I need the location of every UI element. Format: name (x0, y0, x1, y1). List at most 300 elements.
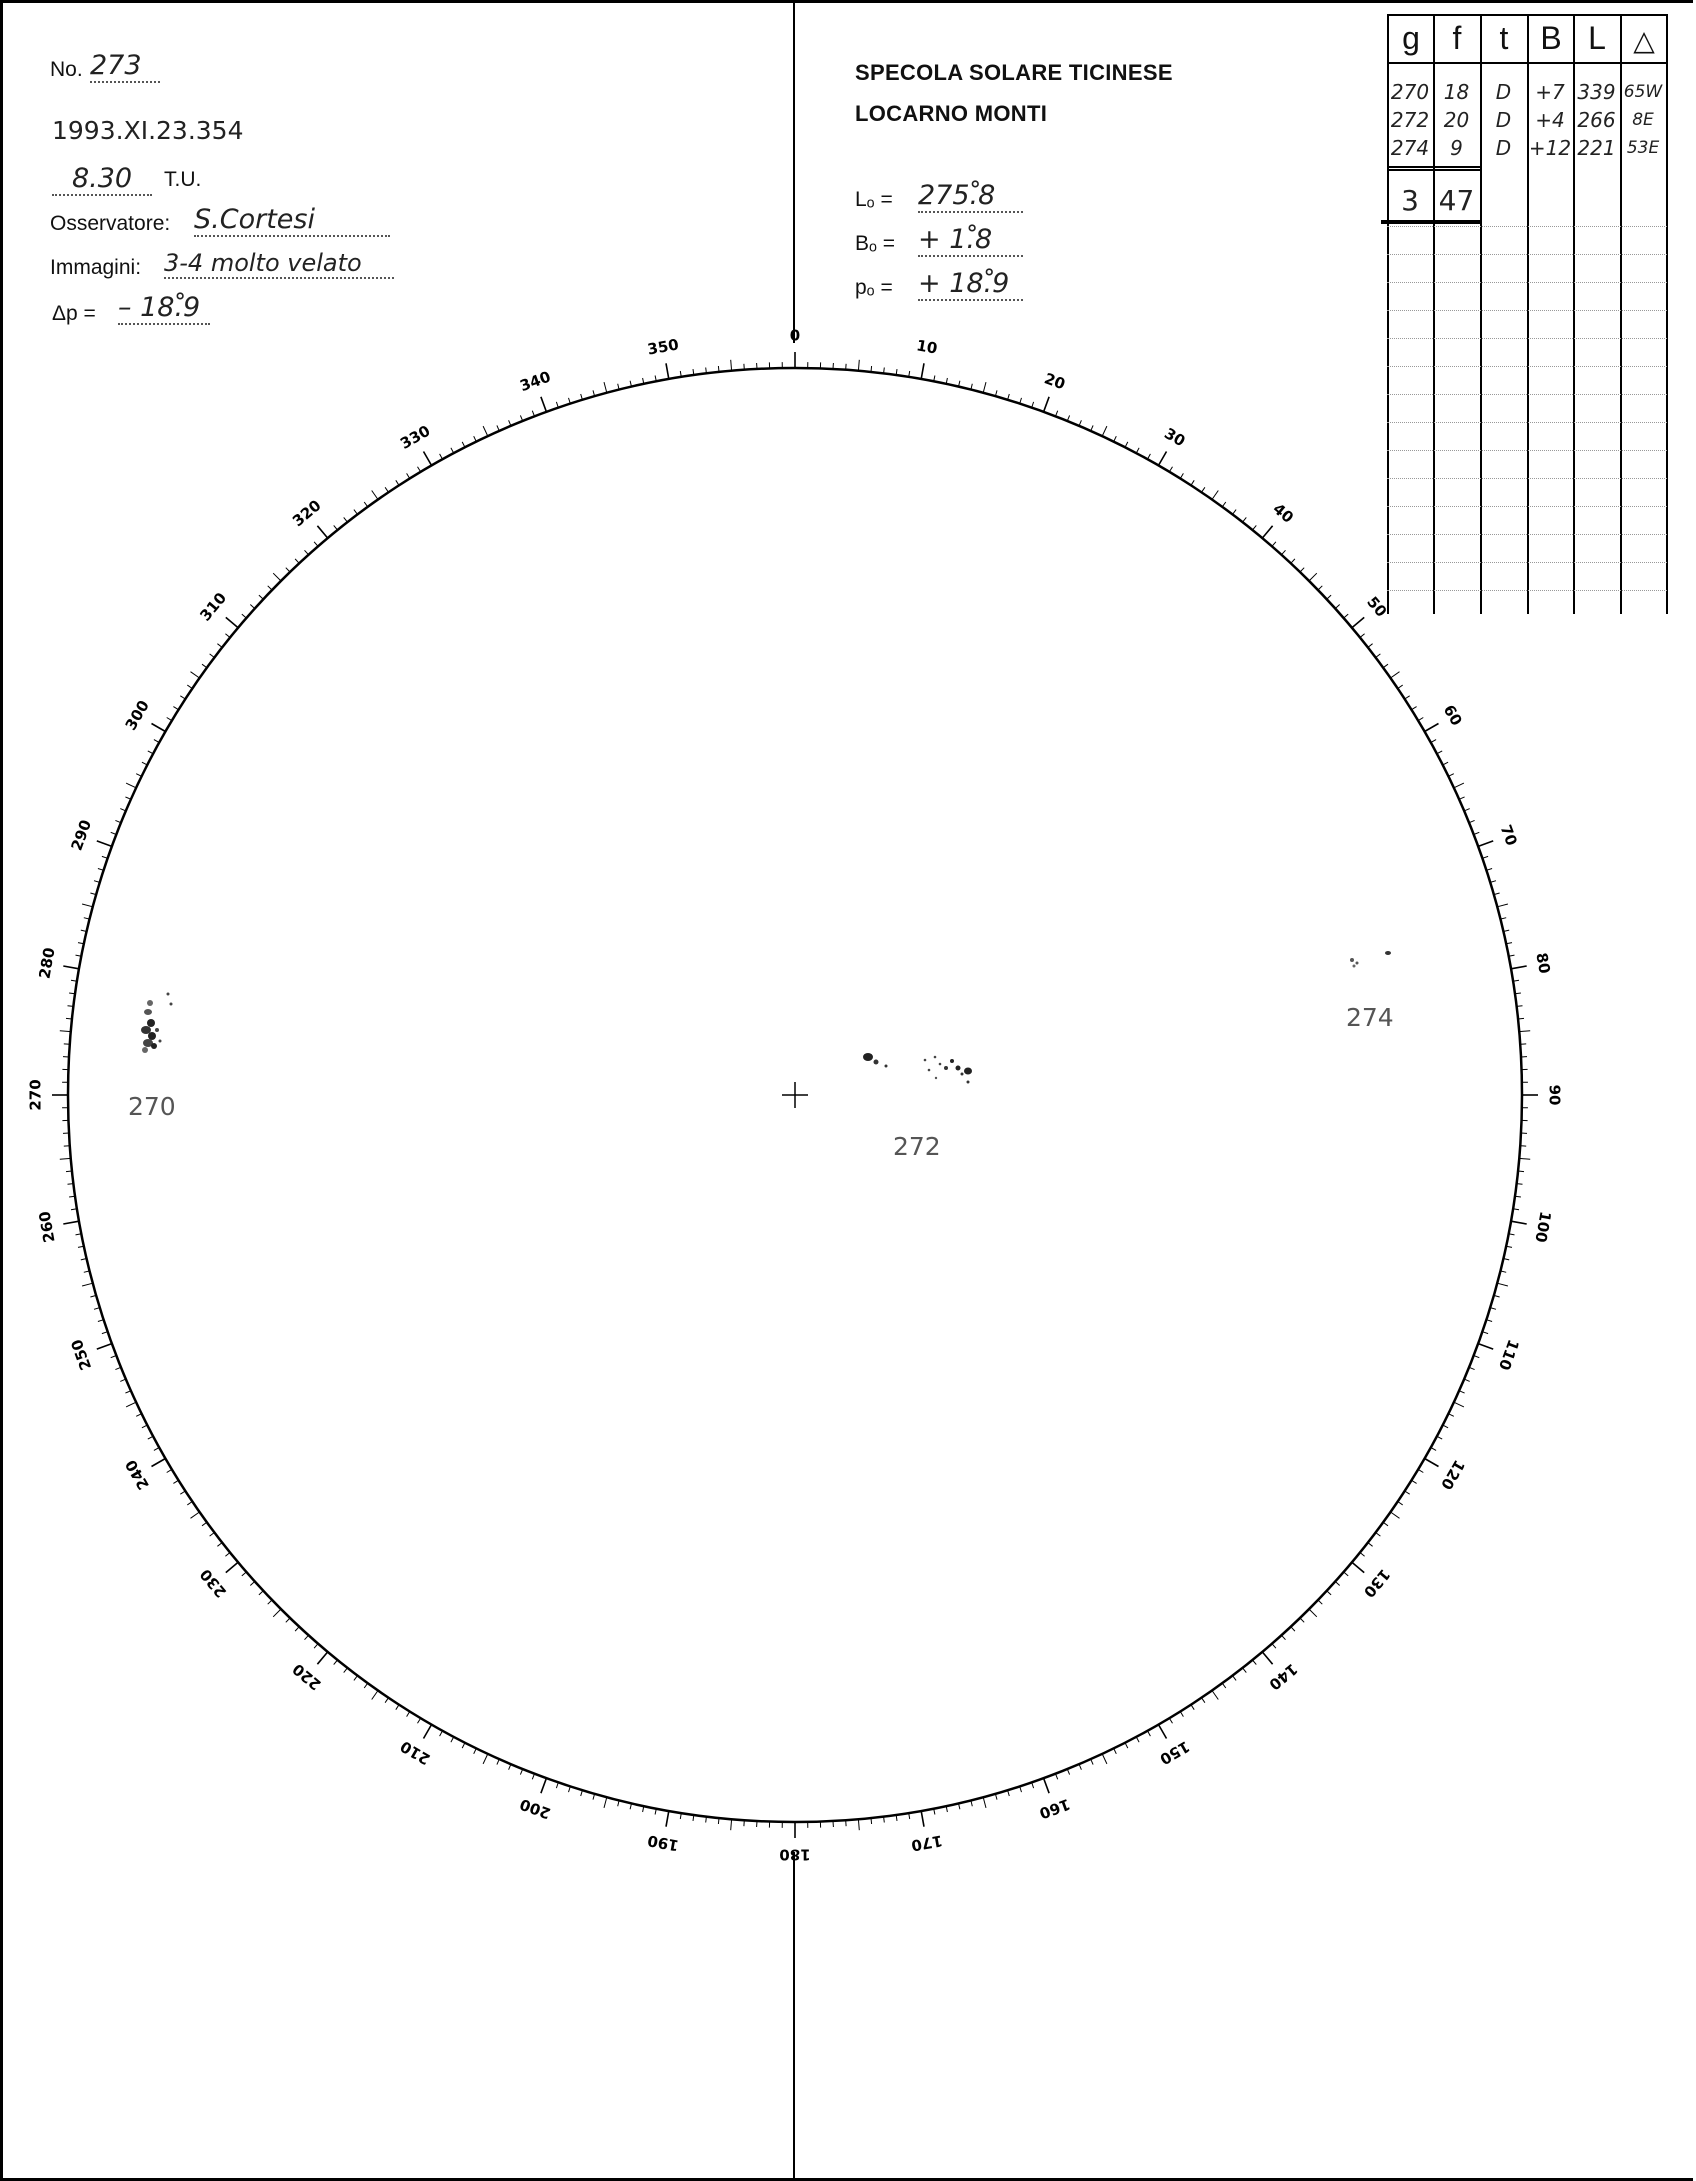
images-value: 3-4 molto velato (164, 249, 394, 279)
limb-tick (1398, 685, 1403, 688)
limb-tick (1344, 1572, 1349, 1576)
limb-tick (921, 1811, 924, 1827)
limb-tick (1291, 559, 1295, 563)
limb-tick (604, 1797, 607, 1808)
limb-tick-label-50: 50 (1363, 592, 1391, 621)
limb-tick-label-290: 290 (67, 817, 96, 854)
limb-tick (191, 672, 200, 678)
limb-tick (451, 448, 454, 453)
limb-tick (1519, 1031, 1530, 1032)
row3-B: +12 (1528, 136, 1572, 160)
limb-tick (1431, 1448, 1436, 1451)
limb-tick (1300, 568, 1304, 572)
images-label: Immagini: (50, 256, 142, 279)
limb-tick (180, 696, 185, 699)
limb-tick (396, 480, 399, 485)
limb-tick (1497, 1283, 1508, 1286)
limb-tick (1412, 1480, 1417, 1483)
limb-tick-label-30: 30 (1161, 424, 1189, 451)
limb-tick (1180, 473, 1183, 478)
limb-tick (385, 487, 388, 492)
limb-tick (1425, 1459, 1439, 1467)
group-label-270: 270 (128, 1092, 176, 1121)
limb-tick (1327, 1591, 1331, 1595)
limb-tick (666, 1811, 669, 1827)
limb-tick (1418, 718, 1423, 721)
limb-tick (1391, 1512, 1400, 1518)
limb-tick-label-120: 120 (1437, 1456, 1469, 1493)
observatory-location: LOCARNO MONTI (855, 101, 1048, 126)
limb-tick (273, 573, 281, 581)
limb-tick (136, 1414, 141, 1417)
limb-tick-label-270: 270 (26, 1079, 45, 1111)
limb-tick-label-330: 330 (397, 421, 434, 453)
limb-tick (1291, 1627, 1295, 1631)
limb-tick (226, 617, 238, 627)
row1-f: 18 (1443, 80, 1470, 104)
col-header-B: B (1540, 20, 1562, 56)
limb-tick-label-150: 150 (1156, 1737, 1193, 1769)
limb-tick (1517, 1184, 1523, 1185)
total-spots: 47 (1438, 184, 1475, 217)
limb-tick-label-240: 240 (121, 1456, 153, 1493)
limb-tick (1044, 397, 1050, 412)
limb-tick (354, 1676, 358, 1681)
limb-tick (344, 517, 348, 522)
limb-tick (1519, 1158, 1530, 1159)
limb-tick (142, 1425, 147, 1428)
limb-tick (1405, 696, 1410, 699)
limb-tick (173, 707, 178, 710)
limb-tick (60, 1158, 71, 1159)
limb-tick-label-300: 300 (121, 697, 153, 734)
row1-B: +7 (1535, 80, 1565, 104)
limb-tick (1517, 1006, 1523, 1007)
row2-L: 266 (1577, 108, 1616, 132)
limb-tick (884, 1817, 885, 1823)
limb-tick (1511, 966, 1527, 969)
limb-tick (167, 1469, 172, 1472)
limb-tick (1243, 517, 1247, 522)
row3-t: D (1495, 136, 1512, 160)
limb-tick (1376, 654, 1381, 658)
limb-tick-label-130: 130 (1359, 1565, 1394, 1601)
limb-tick-label-0: 0 (789, 326, 801, 345)
limb-tick (1383, 1522, 1388, 1526)
limb-tick (372, 1691, 378, 1700)
limb-tick-label-250: 250 (67, 1336, 96, 1373)
sunspot-group-274 (1350, 951, 1391, 968)
limb-tick (541, 397, 547, 412)
limb-tick (148, 1436, 153, 1439)
limb-tick (295, 559, 299, 563)
time-unit: T.U. (164, 168, 202, 191)
limb-tick (66, 1018, 72, 1019)
row2-f: 20 (1443, 108, 1470, 132)
total-groups: 3 (1401, 184, 1419, 217)
limb-tick-label-70: 70 (1496, 822, 1521, 849)
limb-tick (858, 360, 859, 371)
limb-tick (706, 368, 707, 374)
limb-tick (1368, 644, 1373, 648)
limb-tick (731, 360, 732, 371)
limb-tick (305, 550, 309, 554)
limb-tick (1114, 436, 1117, 441)
limb-tick (1148, 454, 1151, 459)
limb-tick (483, 426, 488, 436)
limb-tick (1478, 1344, 1493, 1350)
limb-tick (1212, 1691, 1218, 1700)
limb-tick-label-80: 80 (1532, 951, 1554, 975)
limb-tick (1169, 1718, 1172, 1723)
limb-tick (1253, 1660, 1257, 1665)
limb-tick (1335, 1582, 1339, 1586)
col-header-t: t (1499, 20, 1509, 56)
col-header-L: L (1588, 20, 1606, 56)
limb-tick (1262, 1652, 1272, 1664)
limb-tick (474, 436, 477, 441)
limb-tick (295, 1627, 299, 1631)
limb-tick (354, 510, 358, 515)
limb-tick (82, 904, 93, 907)
limb-tick (97, 1344, 112, 1350)
limb-tick (154, 1448, 159, 1451)
limb-tick (1233, 1676, 1237, 1681)
L0-value: 275.̊8 (918, 180, 1023, 213)
limb-tick-label-60: 60 (1439, 701, 1466, 729)
limb-tick (305, 1635, 309, 1639)
limb-tick (1405, 1491, 1410, 1494)
limb-tick (418, 1718, 421, 1723)
limb-tick (187, 1502, 192, 1505)
limb-tick (1448, 774, 1453, 777)
limb-tick (372, 491, 378, 500)
limb-tick (250, 1582, 254, 1586)
B0-label: Bₒ = (855, 232, 896, 255)
row1-L: 339 (1577, 80, 1616, 104)
col-header-f: f (1452, 20, 1462, 56)
limb-tick-label-260: 260 (35, 1209, 59, 1244)
limb-tick (871, 1818, 872, 1824)
limb-tick (152, 724, 166, 732)
limb-tick (364, 502, 368, 507)
limb-tick (317, 1652, 327, 1664)
limb-tick (259, 595, 263, 599)
limb-tick (63, 966, 79, 969)
limb-tick (1222, 502, 1226, 507)
limb-tick (1335, 605, 1339, 609)
limb-tick (731, 1819, 732, 1830)
limb-tick-label-310: 310 (196, 589, 231, 625)
row2-B: +4 (1535, 108, 1565, 132)
limb-tick (1431, 740, 1436, 743)
limb-tick (1102, 1754, 1107, 1764)
limb-tick-label-40: 40 (1269, 499, 1298, 527)
limb-tick (1136, 448, 1139, 453)
limb-tick (148, 751, 153, 754)
limb-tick (1148, 1731, 1151, 1736)
L0-label: Lₒ = (855, 188, 893, 211)
limb-tick (541, 1778, 547, 1793)
limb-tick (1360, 1553, 1365, 1557)
limb-tick (334, 525, 338, 530)
limb-tick (1243, 1668, 1247, 1673)
limb-tick (424, 452, 432, 466)
group-label-274: 274 (1346, 1003, 1394, 1032)
limb-tick-label-280: 280 (35, 946, 59, 981)
limb-tick-label-190: 190 (646, 1831, 681, 1855)
group-label-272: 272 (893, 1132, 941, 1161)
limb-tick (666, 363, 669, 379)
limb-tick (1497, 904, 1508, 907)
limb-tick (191, 1512, 200, 1518)
limb-tick-label-180: 180 (779, 1845, 811, 1864)
limb-tick (1352, 617, 1364, 627)
limb-tick (1125, 442, 1128, 447)
limb-tick (1511, 1221, 1527, 1224)
limb-tick (317, 526, 327, 538)
limb-tick (858, 1819, 859, 1830)
p0-value: + 18.̊9 (918, 268, 1023, 301)
limb-tick (1518, 1171, 1524, 1172)
limb-tick (1159, 1725, 1167, 1739)
limb-tick (1262, 526, 1272, 538)
limb-tick (1352, 1562, 1364, 1572)
number-label: No. (50, 58, 83, 81)
limb-tick (68, 1006, 74, 1007)
limb-tick (1437, 751, 1442, 754)
limb-tick (440, 454, 443, 459)
limb-tick (217, 1543, 222, 1547)
limb-tick (202, 1522, 207, 1526)
limb-tick (1327, 595, 1331, 599)
row1-g: 270 (1390, 80, 1430, 104)
time-value: 8.30 (52, 163, 152, 196)
limb-tick (440, 1731, 443, 1736)
limb-tick (1443, 762, 1448, 765)
limb-tick (1418, 1469, 1423, 1472)
limb-tick (268, 586, 272, 590)
limb-tick (1309, 1609, 1317, 1617)
limb-tick-label-10: 10 (915, 336, 939, 358)
limb-tick (1202, 487, 1205, 492)
limb-tick-label-20: 20 (1041, 369, 1068, 394)
limb-tick (1102, 426, 1107, 436)
limb-tick (286, 1618, 290, 1622)
limb-tick (1191, 480, 1194, 485)
limb-tick-label-140: 140 (1265, 1659, 1301, 1694)
row3-f: 9 (1450, 136, 1463, 160)
limb-tick (1412, 707, 1417, 710)
limb-tick (1222, 1683, 1226, 1688)
row2-g: 272 (1390, 108, 1430, 132)
limb-tick (1478, 841, 1493, 847)
limb-tick-label-200: 200 (517, 1794, 554, 1823)
limb-tick (474, 1748, 477, 1753)
limb-tick (1454, 1402, 1464, 1407)
limb-tick (983, 382, 986, 393)
limb-tick (1282, 550, 1286, 554)
limb-tick (136, 774, 141, 777)
sunspot-group-270 (141, 993, 173, 1054)
observer-value: S.Cortesi (194, 204, 390, 237)
limb-tick (1309, 573, 1317, 581)
limb-tick (718, 1818, 719, 1824)
limb-tick (273, 1609, 281, 1617)
limb-tick-label-100: 100 (1531, 1209, 1555, 1244)
limb-tick (1300, 1618, 1304, 1622)
limb-tick (1448, 1414, 1453, 1417)
limb-tick (884, 368, 885, 374)
limb-tick (63, 1221, 79, 1224)
limb-tick (1180, 1712, 1183, 1717)
limb-tick (1212, 491, 1218, 500)
limb-tick (1272, 1644, 1276, 1649)
limb-tick (167, 718, 172, 721)
limb-tick (60, 1031, 71, 1032)
limb-tick (187, 685, 192, 688)
limb-tick (225, 634, 230, 638)
limb-tick (921, 363, 924, 379)
limb-tick (259, 1591, 263, 1595)
limb-tick (250, 605, 254, 609)
limb-tick (1425, 724, 1439, 732)
row3-L: 221 (1577, 136, 1616, 160)
limb-tick (314, 1644, 318, 1649)
limb-tick (1518, 1018, 1524, 1019)
row1-t: D (1495, 80, 1512, 104)
limb-tick (152, 1459, 166, 1467)
limb-tick (1443, 1425, 1448, 1428)
limb-tick (126, 783, 136, 788)
limb-tick (210, 654, 215, 658)
col-header-delta: △ (1633, 25, 1655, 56)
limb-tick (344, 1668, 348, 1673)
limb-tick-label-170: 170 (909, 1831, 944, 1855)
delta-p-label: Δp = (52, 302, 96, 325)
limb-tick (451, 1737, 454, 1742)
limb-tick (1318, 586, 1322, 590)
limb-tick (226, 1562, 238, 1572)
limb-tick-label-160: 160 (1036, 1794, 1073, 1823)
row2-delta: 8E (1632, 110, 1654, 130)
limb-tick (126, 1402, 136, 1407)
limb-tick (225, 1553, 230, 1557)
limb-tick (364, 1683, 368, 1688)
limb-tick (1360, 634, 1365, 638)
limb-tick (210, 1533, 215, 1537)
limb-tick (1383, 664, 1388, 668)
limb-tick (1125, 1743, 1128, 1748)
limb-tick (1272, 542, 1276, 547)
limb-tick (418, 467, 421, 472)
limb-tick (1376, 1533, 1381, 1537)
limb-tick-label-220: 220 (289, 1659, 325, 1694)
limb-tick (314, 542, 318, 547)
limb-tick-label-350: 350 (646, 335, 681, 359)
observatory-name: SPECOLA SOLARE TICINESE (855, 60, 1173, 85)
limb-tick (1159, 452, 1167, 466)
limb-tick (424, 1725, 432, 1739)
limb-tick (180, 1491, 185, 1494)
col-header-g: g (1402, 20, 1420, 56)
limb-tick (871, 366, 872, 372)
limb-tick (286, 568, 290, 572)
limb-tick (407, 1712, 410, 1717)
limb-tick (202, 664, 207, 668)
limb-tick (242, 1572, 247, 1576)
limb-tick (1169, 467, 1172, 472)
limb-tick (1114, 1748, 1117, 1753)
limb-tick (407, 473, 410, 478)
limb-tick (1191, 1705, 1194, 1710)
limb-tick (1136, 1737, 1139, 1742)
limb-tick (483, 1754, 488, 1764)
limb-tick (334, 1660, 338, 1665)
limb-tick-label-230: 230 (196, 1565, 231, 1601)
sunspot-group-272 (863, 1053, 972, 1084)
limb-tick-label-210: 210 (397, 1737, 434, 1769)
limb-tick (462, 442, 465, 447)
limb-tick-label-90: 90 (1545, 1084, 1564, 1106)
limb-tick (1368, 1543, 1373, 1547)
limb-tick (1454, 783, 1464, 788)
limb-tick-label-320: 320 (289, 496, 325, 531)
limb-tick (1233, 510, 1237, 515)
limb-tick (1318, 1600, 1322, 1604)
limb-tick (268, 1600, 272, 1604)
row3-g: 274 (1390, 136, 1430, 160)
number-value: 273 (90, 50, 160, 83)
limb-tick (385, 1698, 388, 1703)
limb-tick (154, 740, 159, 743)
limb-tick (173, 1480, 178, 1483)
limb-tick (604, 382, 607, 393)
limb-tick (217, 644, 222, 648)
limb-tick (242, 614, 247, 618)
limb-tick (82, 1283, 93, 1286)
limb-tick (97, 841, 112, 847)
limb-tick (718, 366, 719, 372)
B0-value: + 1.̊8 (918, 224, 1023, 257)
limb-tick (983, 1797, 986, 1808)
limb-tick (1282, 1635, 1286, 1639)
p0-label: pₒ = (855, 276, 893, 299)
delta-p-value: – 18.̊9 (118, 292, 210, 325)
limb-tick (1398, 1502, 1403, 1505)
row3-delta: 53E (1626, 138, 1660, 158)
observation-date: 1993.XI.23.354 (52, 116, 244, 145)
limb-tick (1253, 525, 1257, 530)
limb-tick-label-340: 340 (517, 367, 554, 396)
limb-tick (1202, 1698, 1205, 1703)
limb-tick-label-110: 110 (1494, 1336, 1523, 1373)
limb-tick (68, 1184, 74, 1185)
limb-tick (1437, 1436, 1442, 1439)
limb-tick (1391, 672, 1400, 678)
limb-tick (66, 1171, 72, 1172)
limb-tick (1044, 1778, 1050, 1793)
row2-t: D (1495, 108, 1512, 132)
observer-label: Osservatore: (50, 212, 171, 235)
row1-delta: 65W (1623, 82, 1663, 102)
limb-tick (1344, 614, 1349, 618)
center-cross (782, 1082, 808, 1108)
limb-tick (396, 1705, 399, 1710)
limb-tick (462, 1743, 465, 1748)
limb-tick (142, 762, 147, 765)
limb-tick (706, 1817, 707, 1823)
